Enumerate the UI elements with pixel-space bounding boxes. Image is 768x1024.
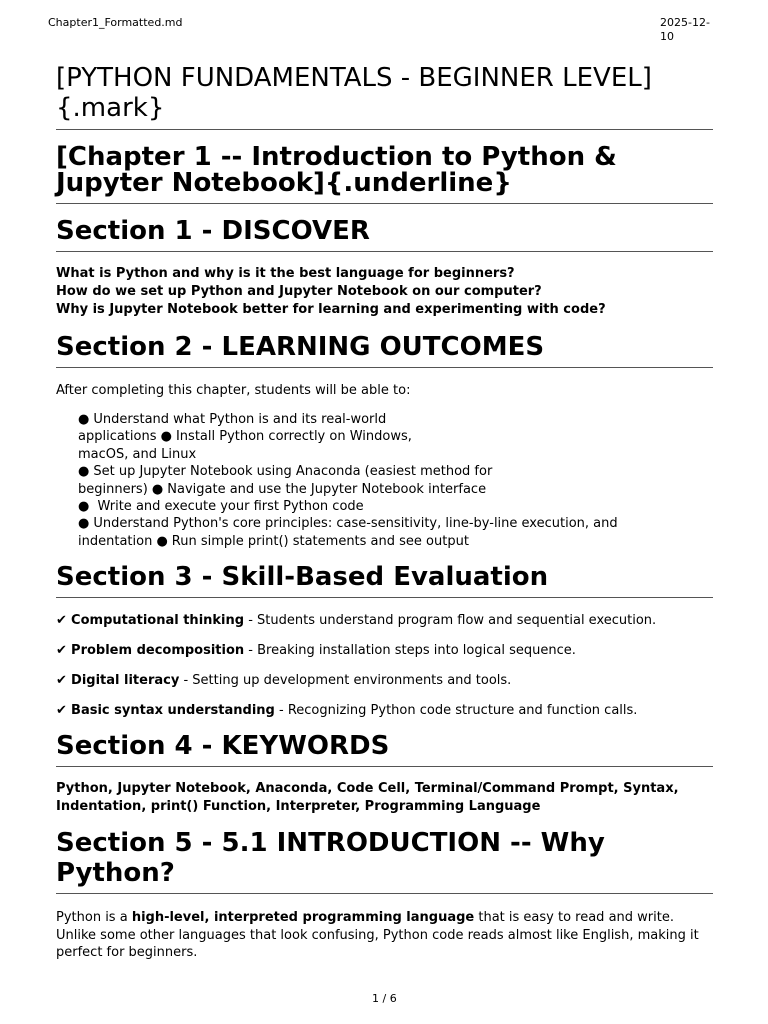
discover-questions xyxy=(56,265,713,319)
outcome-item: Set up Jupyter Notebook using Anaconda (easiest method for xyxy=(93,464,493,480)
skill-desc: - Students understand program flow and sequential execution. xyxy=(244,613,657,629)
outcome-item: indentation xyxy=(78,533,153,549)
skill-name: Problem decomposition xyxy=(71,643,245,659)
outcomes-intro: After completing this chapter, students will be able to: xyxy=(56,383,411,398)
skill-name: Basic syntax understanding xyxy=(71,703,275,719)
checkmark-icon: ✔ xyxy=(56,643,67,659)
bullet-icon: ● xyxy=(151,481,164,497)
outcome-item: Run simple print() statements and see output xyxy=(171,533,469,549)
bullet-icon: ● xyxy=(78,516,90,532)
outcome-item: macOS, and Linux xyxy=(78,446,197,462)
bullet-icon: ● xyxy=(156,533,168,549)
checkmark-icon: ✔ xyxy=(56,703,67,719)
question-1: What is Python and why is it the best language for beginners? xyxy=(56,266,515,281)
intro-text-end: that is easy to read and write. Unlike some other languages that look confusing, Python code reads almost like English, making it perfect for beginners. xyxy=(56,910,699,961)
outcome-item: applications xyxy=(78,429,157,445)
outcome-item: Install Python correctly on Windows, xyxy=(175,429,412,445)
skill-item xyxy=(56,702,713,719)
document-body xyxy=(56,63,713,962)
section1-heading: Section 1 - DISCOVER xyxy=(56,216,713,252)
skill-desc: - Setting up development environments and tools. xyxy=(179,673,512,689)
checkmark-icon: ✔ xyxy=(56,673,67,689)
intro-text-start: Python is a xyxy=(56,910,132,926)
skill-item xyxy=(56,672,713,689)
bullet-icon: ● xyxy=(78,464,90,480)
header-date: 2025-12-10 xyxy=(660,16,710,43)
question-2: How do we set up Python and Jupyter Notebook on our computer? xyxy=(56,284,542,299)
skill-desc: - Recognizing Python code structure and function calls. xyxy=(274,703,638,719)
document-title: [PYTHON FUNDAMENTALS - BEGINNER LEVEL]{.mark} xyxy=(56,63,713,130)
chapter-heading: [Chapter 1 -- Introduction to Python & Jupyter Notebook]{.underline} xyxy=(56,144,713,204)
outcome-item: Understand what Python is and its real-world xyxy=(93,412,387,427)
keywords-list: Python, Jupyter Notebook, Anaconda, Code Cell, Terminal/Command Prompt, Syntax, Indentation, print() Function, Interpreter, Programming Language xyxy=(56,781,679,815)
outcome-item: beginners) xyxy=(78,481,148,497)
bullet-icon: ● xyxy=(78,412,90,427)
skill-name: Computational thinking xyxy=(71,613,245,629)
checkmark-icon: ✔ xyxy=(56,613,67,629)
section2-heading: Section 2 - LEARNING OUTCOMES xyxy=(56,333,713,368)
page-number: 1 / 6 xyxy=(372,992,397,1005)
section3-heading: Section 3 - Skill-Based Evaluation xyxy=(56,562,713,598)
bullet-icon: ● xyxy=(160,429,172,445)
outcome-item: Navigate and use the Jupyter Notebook interface xyxy=(167,481,487,497)
bullet-icon: ● xyxy=(78,499,90,515)
outcomes-list xyxy=(78,411,678,550)
question-3: Why is Jupyter Notebook better for learning and experimenting with code? xyxy=(56,302,606,317)
header-filename: Chapter1_Formatted.md xyxy=(48,16,183,29)
outcome-item: Understand Python's core principles: case-sensitivity, line-by-line execution, and xyxy=(93,516,618,532)
intro-paragraph xyxy=(56,909,713,962)
section4-heading: Section 4 - KEYWORDS xyxy=(56,731,713,767)
outcome-item: Write and execute your first Python code xyxy=(97,499,364,515)
skill-desc: - Breaking installation steps into logical sequence. xyxy=(244,643,576,659)
skill-item xyxy=(56,612,713,629)
intro-emphasis: high-level, interpreted programming language xyxy=(131,910,475,926)
skill-name: Digital literacy xyxy=(71,673,180,689)
skill-item xyxy=(56,642,713,659)
section5-heading: Section 5 - 5.1 INTRODUCTION -- Why Python? xyxy=(56,828,713,894)
